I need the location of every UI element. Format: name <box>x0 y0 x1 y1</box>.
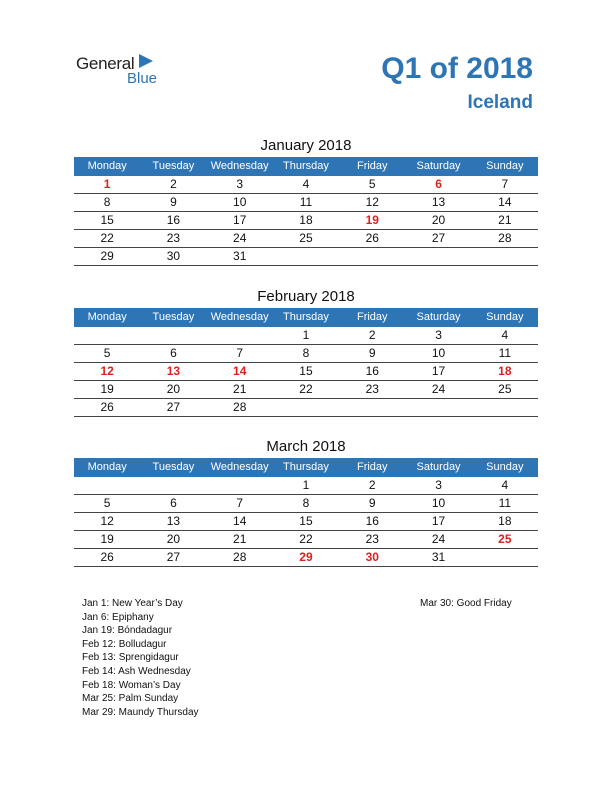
holiday-day-cell: 1 <box>103 177 111 191</box>
holiday-day-cell: 25 <box>498 532 512 546</box>
holiday-list <box>82 597 199 719</box>
day-cell: 28 <box>233 400 247 414</box>
weekday-label: Saturday <box>416 461 461 473</box>
week-row <box>74 495 538 513</box>
week-row <box>74 230 538 248</box>
weekday-label: Thursday <box>283 160 329 172</box>
weekday-label: Friday <box>356 160 388 172</box>
day-cell: 18 <box>498 514 512 528</box>
day-cell: 25 <box>299 231 313 245</box>
day-cell: 5 <box>103 346 111 360</box>
weekday-label: Tuesday <box>152 311 195 323</box>
holiday-day-cell: 14 <box>233 364 247 378</box>
day-cell: 3 <box>435 478 442 492</box>
day-cell: 23 <box>365 532 379 546</box>
day-cell <box>405 399 471 416</box>
day-cell: 7 <box>236 346 244 360</box>
day-cell: 31 <box>431 550 446 564</box>
day-cell: 20 <box>431 213 446 227</box>
day-cell: 28 <box>498 231 512 245</box>
week-row <box>74 381 538 399</box>
day-cell: 28 <box>233 550 247 564</box>
logo-triangle-icon <box>139 54 153 68</box>
day-cell <box>339 248 405 265</box>
weekday-label: Saturday <box>416 160 461 172</box>
month-title: March 2018 <box>266 438 346 455</box>
weekday-label: Thursday <box>283 461 329 473</box>
page-title: Q1 of 2018 <box>381 52 533 85</box>
weekday-label: Wednesday <box>210 461 269 473</box>
day-cell: 12 <box>100 514 114 528</box>
weekday-label: Tuesday <box>152 461 195 473</box>
day-cell <box>405 248 471 265</box>
week-row <box>74 531 538 549</box>
day-cell: 19 <box>100 382 114 396</box>
day-cell <box>207 327 273 344</box>
weekday-label: Friday <box>356 311 388 323</box>
day-cell: 17 <box>431 514 446 528</box>
day-cell: 5 <box>368 177 376 191</box>
day-cell: 20 <box>166 382 181 396</box>
day-cell: 9 <box>170 195 177 209</box>
day-cell: 22 <box>100 231 114 245</box>
weekday-header <box>74 157 538 176</box>
day-cell: 21 <box>498 213 512 227</box>
week-row <box>74 513 538 531</box>
day-cell: 7 <box>501 177 509 191</box>
week-row <box>74 176 538 194</box>
weekday-label: Sunday <box>486 311 524 323</box>
weekday-label: Friday <box>356 461 388 473</box>
day-cell: 12 <box>365 195 379 209</box>
holiday-item: Mar 30: Good Friday <box>420 598 512 609</box>
holiday-list-secondary <box>420 597 512 611</box>
day-cell: 14 <box>498 195 512 209</box>
day-cell: 16 <box>365 514 379 528</box>
logo <box>76 54 176 88</box>
weekday-label: Tuesday <box>152 160 195 172</box>
day-cell: 10 <box>431 496 446 510</box>
day-cell <box>74 477 140 494</box>
holiday-day-cell: 29 <box>299 550 313 564</box>
calendar-february <box>74 286 538 417</box>
day-cell: 9 <box>368 496 376 510</box>
weekday-label: Wednesday <box>210 311 269 323</box>
day-cell <box>273 248 339 265</box>
day-cell: 19 <box>100 532 114 546</box>
day-cell: 13 <box>431 195 446 209</box>
day-cell: 3 <box>435 328 442 342</box>
day-cell: 2 <box>368 328 376 342</box>
day-cell: 18 <box>299 213 313 227</box>
day-cell: 29 <box>100 249 114 263</box>
weekday-label: Thursday <box>283 311 329 323</box>
day-cell: 25 <box>498 382 512 396</box>
day-cell: 1 <box>302 478 310 492</box>
day-cell: 30 <box>166 249 181 263</box>
day-cell: 23 <box>166 231 181 245</box>
day-cell: 7 <box>236 496 244 510</box>
day-cell: 17 <box>431 364 446 378</box>
day-cell <box>207 477 273 494</box>
week-row <box>74 194 538 212</box>
day-cell: 2 <box>170 177 177 191</box>
week-row <box>74 345 538 363</box>
day-cell: 11 <box>498 496 512 510</box>
day-cell <box>140 477 206 494</box>
holiday-item: Mar 25: Palm Sunday <box>82 693 179 705</box>
day-cell: 27 <box>431 231 446 245</box>
weekday-label: Sunday <box>486 160 524 172</box>
day-cell: 20 <box>166 532 181 546</box>
weekday-label: Saturday <box>416 311 461 323</box>
weekday-label: Monday <box>87 311 127 323</box>
day-cell: 15 <box>100 213 114 227</box>
holiday-item: Jan 19: Bóndadagur <box>82 625 173 637</box>
day-cell: 10 <box>431 346 446 360</box>
calendar-january <box>74 135 538 266</box>
day-cell: 26 <box>365 231 379 245</box>
day-cell: 16 <box>166 213 181 227</box>
day-cell: 21 <box>233 382 247 396</box>
day-cell: 4 <box>501 478 509 492</box>
holiday-day-cell: 30 <box>365 550 379 564</box>
day-cell: 26 <box>100 550 114 564</box>
holiday-item: Mar 29: Maundy Thursday <box>82 706 199 718</box>
day-cell: 14 <box>233 514 247 528</box>
month-title: January 2018 <box>260 137 352 154</box>
day-cell: 24 <box>233 231 247 245</box>
weekday-label: Monday <box>87 160 127 172</box>
day-cell <box>74 327 140 344</box>
holiday-day-cell: 18 <box>498 364 512 378</box>
weekday-header <box>74 458 538 477</box>
holiday-item: Jan 1: New Year’s Day <box>82 598 183 609</box>
holiday-item: Jan 6: Epiphany <box>82 611 154 623</box>
day-cell: 27 <box>166 400 181 414</box>
day-cell <box>339 399 405 416</box>
day-cell: 15 <box>299 364 313 378</box>
day-cell: 23 <box>365 382 379 396</box>
week-row <box>74 399 538 417</box>
day-cell: 22 <box>299 382 313 396</box>
holiday-day-cell: 13 <box>166 364 181 378</box>
day-cell: 8 <box>103 195 111 209</box>
day-cell <box>472 549 538 566</box>
month-title: February 2018 <box>257 288 355 305</box>
day-cell: 15 <box>299 514 313 528</box>
day-cell: 3 <box>236 177 244 191</box>
day-cell: 6 <box>170 496 177 510</box>
weekday-label: Sunday <box>486 461 524 473</box>
day-cell: 24 <box>431 532 446 546</box>
day-cell <box>472 248 538 265</box>
day-cell: 13 <box>166 514 181 528</box>
week-row <box>74 477 538 495</box>
day-cell: 6 <box>170 346 177 360</box>
holiday-day-cell: 6 <box>435 177 442 191</box>
day-cell: 1 <box>302 328 310 342</box>
day-cell: 8 <box>302 496 310 510</box>
day-cell: 9 <box>368 346 376 360</box>
week-row <box>74 549 538 567</box>
holiday-item: Feb 13: Sprengidagur <box>82 652 179 664</box>
day-cell: 26 <box>100 400 114 414</box>
day-cell: 11 <box>299 195 313 209</box>
logo-general-text: General <box>76 54 135 73</box>
week-row <box>74 248 538 266</box>
holiday-day-cell: 19 <box>365 213 379 227</box>
calendar-march <box>74 436 538 567</box>
holiday-item: Feb 12: Bolludagur <box>82 638 167 650</box>
day-cell: 8 <box>302 346 310 360</box>
day-cell: 5 <box>103 496 111 510</box>
day-cell: 2 <box>368 478 376 492</box>
day-cell: 4 <box>501 328 509 342</box>
day-cell: 21 <box>233 532 247 546</box>
day-cell: 24 <box>431 382 446 396</box>
day-cell: 10 <box>233 195 247 209</box>
weekday-header <box>74 308 538 327</box>
week-row <box>74 363 538 381</box>
weekday-label: Monday <box>87 461 127 473</box>
day-cell <box>273 399 339 416</box>
page-subtitle: Iceland <box>467 92 533 113</box>
week-row <box>74 212 538 230</box>
day-cell <box>472 399 538 416</box>
holiday-day-cell: 12 <box>100 364 114 378</box>
day-cell: 31 <box>233 249 247 263</box>
day-cell: 27 <box>166 550 181 564</box>
day-cell <box>140 327 206 344</box>
weekday-label: Wednesday <box>210 160 269 172</box>
logo-blue-text: Blue <box>127 70 158 87</box>
day-cell: 11 <box>498 346 512 360</box>
day-cell: 16 <box>365 364 379 378</box>
holiday-item: Feb 14: Ash Wednesday <box>82 665 191 677</box>
day-cell: 4 <box>302 177 310 191</box>
holiday-item: Feb 18: Woman’s Day <box>82 679 181 691</box>
week-row <box>74 327 538 345</box>
day-cell: 22 <box>299 532 313 546</box>
day-cell: 17 <box>233 213 247 227</box>
